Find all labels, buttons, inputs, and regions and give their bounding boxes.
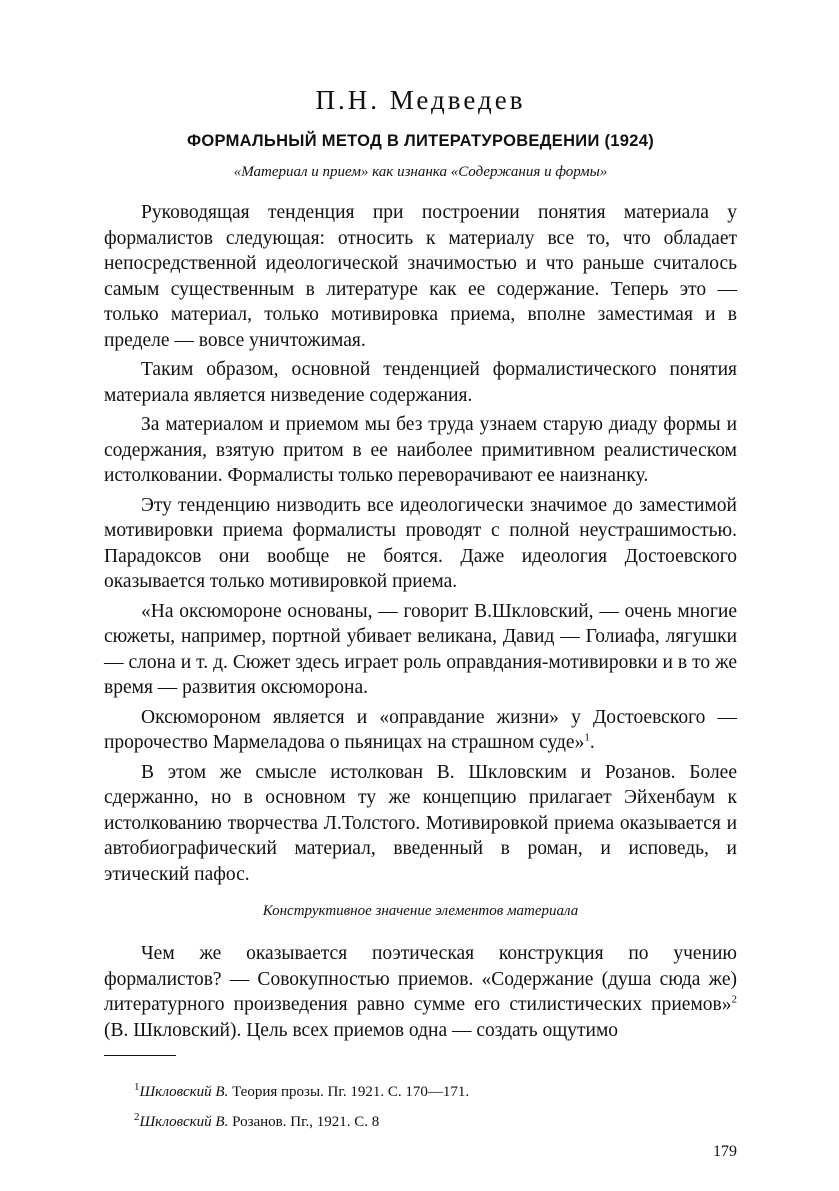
footnote-2-author: Шкловский В. [139, 1114, 229, 1130]
paragraph-4: Эту тенденцию низводить все идеологически значимое до заместимой мотивировки приема формалисты проводят с полной неустрашимостью. Парадоксов они вообще не боятся. Даже идеология Достоевского оказывается только мотивировкой приема. [104, 494, 737, 592]
paragraph-6-text: Оксюмороном является и «оправдание жизни» у Достоевского — пророчество Мармеладова о пьяницах на страшном суде» [104, 706, 737, 753]
footnote-2 [134, 1112, 737, 1132]
footnote-mark-2: 2 [134, 1111, 140, 1123]
section-heading: Конструктивное значение элементов материала [262, 903, 579, 919]
footnote-1-author: Шкловский В. [139, 1084, 229, 1100]
footnote-mark-1: 1 [134, 1081, 140, 1093]
section-paragraph-text: Чем же оказывается поэтическая конструкция по учению формалистов? — Совокупностью приемов. «Содержание (душа сюда же) литературного произведения равно сумме его стилистических приемов» [104, 943, 737, 1015]
section-paragraph-end: (В. Шкловский). Цель всех приемов одна — создать ощутимо [104, 1019, 619, 1041]
footnote-divider [104, 1055, 176, 1056]
page-number: 179 [713, 1143, 737, 1160]
article-title: ФОРМАЛЬНЫЙ МЕТОД В ЛИТЕРАТУРОВЕДЕНИИ (1924) [186, 132, 655, 150]
section-paragraph [104, 941, 737, 1043]
paragraph-2: Таким образом, основной тенденцией формалистического понятия материала является низведение содержания. [104, 359, 737, 406]
paragraph-3: За материалом и приемом мы без труда узнаем старую диаду формы и содержания, взятую притом в ее наиболее примитивном реалистическом истолковании. Формалисты только переворачивают ее наизнанку. [104, 414, 737, 486]
paragraph-1: Руководящая тенденция при построении понятия материала у формалистов следующая: относить к материалу все то, что обладает непосредственной идеологической значимостью и что раньше считалось самым существенным в литературе как ее содержание. Теперь это — только материал, только мотивировка приема, вполне заместимая и в пределе — вовсе уничтожимая. [104, 202, 737, 351]
book-page [104, 84, 737, 1162]
article-subtitle: «Материал и прием» как изнанка «Содержания и формы» [233, 164, 608, 180]
footnote-1 [134, 1082, 737, 1102]
paragraph-7: В этом же смысле истолкован В. Шкловским и Розанов. Более сдержанно, но в основном ту же концепцию прилагает Эйхенбаум к истолкованию творчества Л.Толстого. Мотивировкой приема оказывается и автобиографический материал, введенный в роман, и исповедь, и этический пафос. [104, 761, 737, 885]
paragraph-6 [104, 705, 737, 756]
footnote-ref-2[interactable]: 2 [731, 993, 737, 1006]
footnote-1-text: Теория прозы. Пг. 1921. С. 170—171. [228, 1084, 470, 1100]
author-name: П.Н. Медведев [315, 85, 526, 115]
footnote-ref-1[interactable]: 1 [584, 731, 590, 744]
paragraph-5: «На оксюмороне основаны, — говорит В.Шкловский, — очень многие сюжеты, например, портной убивает великана, Давид — Голиафа, лягушки — слона и т. д. Сюжет здесь играет роль оправдания-мотивировки и в то же время — развития оксюморона. [104, 600, 737, 698]
paragraph-6-end: . [589, 732, 595, 753]
footnote-2-text: Розанов. Пг., 1921. С. 8 [228, 1114, 380, 1130]
